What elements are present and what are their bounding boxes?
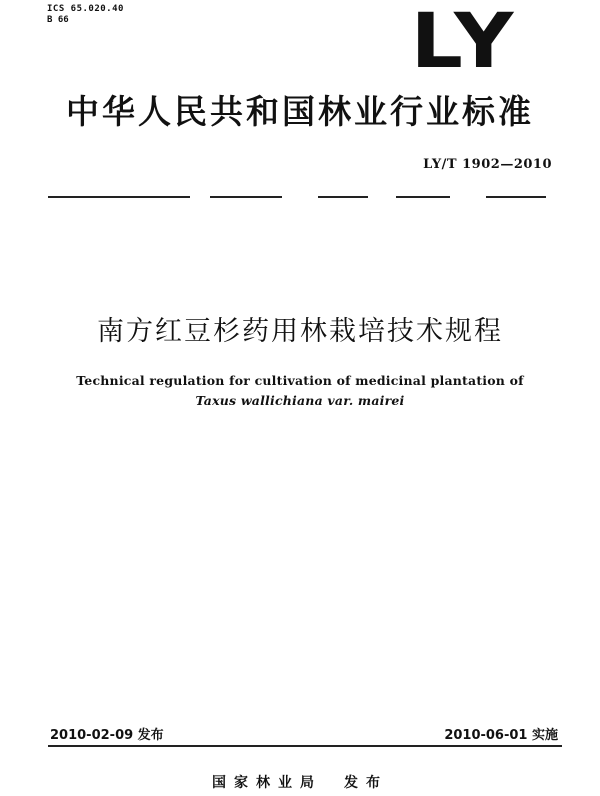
classification-code: B 66	[47, 15, 69, 25]
publisher-line	[0, 772, 600, 792]
implementation-date: 2010-06-01 实施	[444, 728, 558, 743]
header-rule-segment	[318, 196, 368, 198]
header-rule-segment	[210, 196, 282, 198]
standard-logo: LY	[410, 0, 518, 86]
document-title-zh: 南方红豆杉药用林栽培技术规程	[97, 316, 503, 347]
issue-date: 2010-02-09 发布	[50, 728, 164, 743]
publisher-name: 国家林业局	[212, 775, 322, 791]
header-rule-segment	[396, 196, 450, 198]
footer-rule	[48, 745, 562, 747]
publisher-action: 发布	[344, 775, 388, 791]
standard-number: LY/T 1902—2010	[423, 157, 552, 172]
standard-category-title: 中华人民共和国林业行业标准	[66, 92, 534, 131]
ics-code: ICS 65.020.40	[47, 4, 124, 14]
document-title-en: Technical regulation for cultivation of medicinal plantation of	[76, 373, 524, 388]
document-title-en-species: Taxus wallichiana var. mairei	[195, 393, 405, 408]
header-rule-segment	[48, 196, 190, 198]
header-rule-segment	[486, 196, 546, 198]
